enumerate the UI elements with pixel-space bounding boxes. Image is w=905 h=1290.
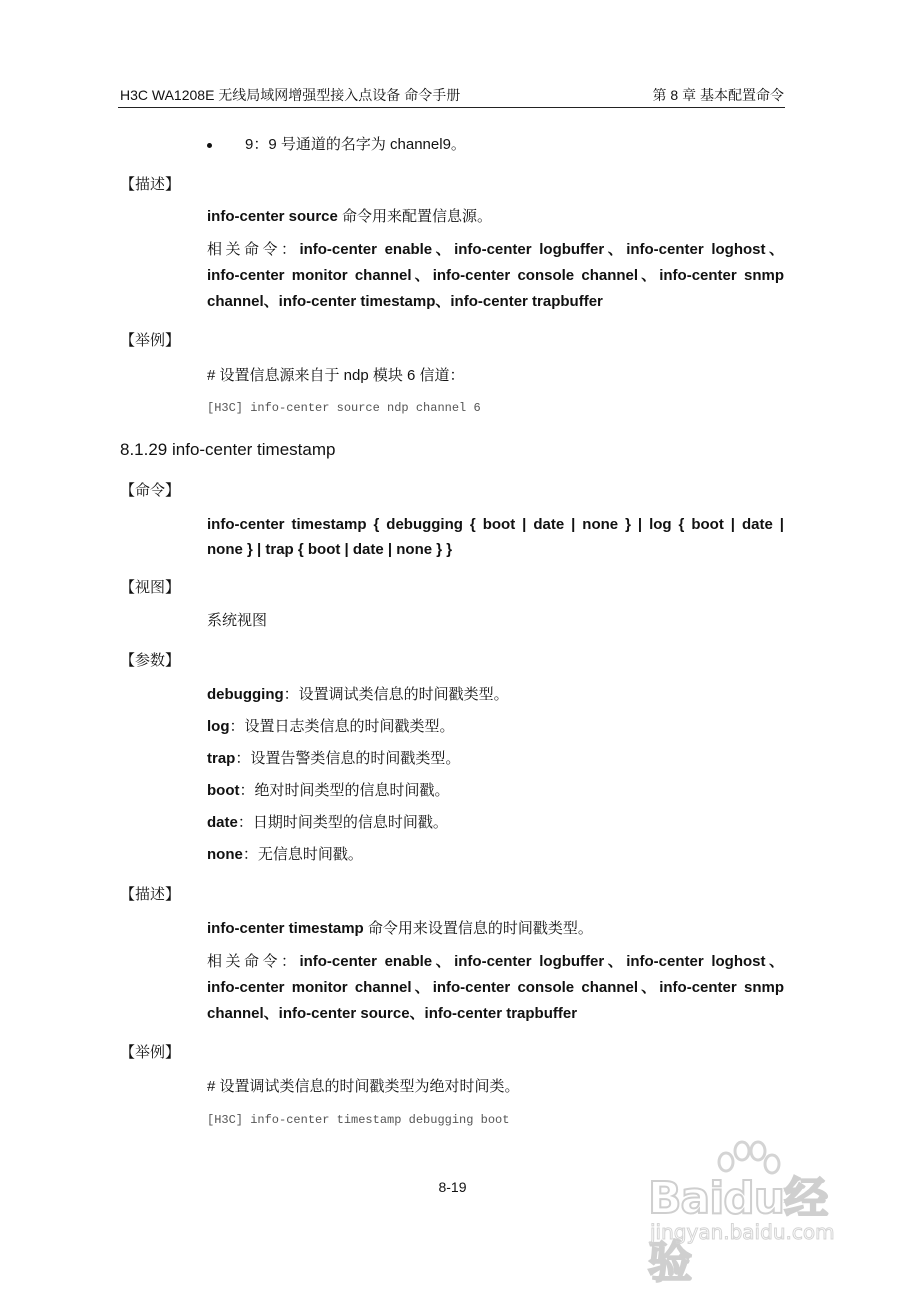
section-label-example: 【举例】 <box>120 1044 181 1061</box>
bullet-item-channel9: 9：9 号通道的名字为 channel9。 <box>245 136 466 153</box>
related-prefix: 相关命令： <box>207 953 300 970</box>
related-commands: channel、info-center timestamp、info-center trapbuffer <box>207 293 603 310</box>
section-heading: 8.1.29 info-center timestamp <box>120 440 336 459</box>
command-syntax-line-1 <box>207 515 784 535</box>
related-prefix: 相关命令： <box>207 241 300 258</box>
param-name: log <box>207 718 230 735</box>
param-item <box>207 781 450 801</box>
view-text: 系统视图 <box>207 612 268 629</box>
param-item <box>207 845 363 865</box>
param-name: none <box>207 846 243 863</box>
related-commands-line-2 <box>207 266 784 286</box>
param-item <box>207 717 455 737</box>
related-commands-line-3 <box>207 292 603 312</box>
param-desc: ：日期时间类型的信息时间戳。 <box>237 814 448 831</box>
page-number: 8-19 <box>438 1179 467 1195</box>
header-chapter: 第 8 章 基本配置命令 <box>652 87 784 103</box>
bullet-icon <box>207 143 212 148</box>
param-name: boot <box>207 782 240 799</box>
param-desc: ：设置告警类信息的时间戳类型。 <box>235 750 461 767</box>
command-name: info-center timestamp <box>207 920 364 937</box>
related-commands-line-2 <box>207 978 784 998</box>
param-item <box>207 813 448 833</box>
related-commands-line-1 <box>207 952 784 972</box>
description-line <box>207 919 593 939</box>
related-commands-line-1 <box>207 240 784 260</box>
param-name: date <box>207 814 238 831</box>
example-code: [H3C] info-center source ndp channel 6 <box>207 401 481 415</box>
param-name: trap <box>207 750 236 767</box>
related-commands: info-center enable、info-center logbuffer、info-center loghost、 <box>299 953 784 970</box>
command-name: info-center source <box>207 208 338 225</box>
param-name: debugging <box>207 686 284 703</box>
related-commands: info-center monitor channel、info-center console channel、info-center snmp <box>207 267 784 284</box>
description-text: 命令用来设置信息的时间戳类型。 <box>363 920 593 937</box>
header-divider <box>118 107 785 108</box>
related-commands-line-3 <box>207 1004 577 1024</box>
section-label-example: 【举例】 <box>120 332 181 349</box>
param-item <box>207 685 509 705</box>
param-desc: ：设置调试类信息的时间戳类型。 <box>283 686 509 703</box>
param-desc: ：设置日志类信息的时间戳类型。 <box>229 718 455 735</box>
description-text: 命令用来配置信息源。 <box>337 208 493 225</box>
command-syntax-line-2 <box>207 540 452 560</box>
related-commands: info-center monitor channel、info-center console channel、info-center snmp <box>207 979 784 996</box>
watermark-logo: Baidu经验 <box>648 1173 828 1288</box>
watermark-url: jingyan.baidu.com <box>650 1220 835 1244</box>
section-label-view: 【视图】 <box>120 579 181 596</box>
description-line <box>207 207 492 227</box>
section-label-command: 【命令】 <box>120 482 181 499</box>
example-text: # 设置调试类信息的时间戳类型为绝对时间类。 <box>207 1078 520 1095</box>
command-syntax: info-center timestamp { debugging { boot | date | none } | log { boot | date | <box>207 516 784 533</box>
param-desc: ：绝对时间类型的信息时间戳。 <box>239 782 450 799</box>
section-label-parameters: 【参数】 <box>120 652 181 669</box>
baidu-watermark <box>620 1140 870 1288</box>
section-label-description: 【描述】 <box>120 176 181 193</box>
param-desc: ：无信息时间戳。 <box>242 846 363 863</box>
command-syntax: none } | trap { boot | date | none } } <box>207 541 453 558</box>
example-text: # 设置信息源来自于 ndp 模块 6 信道： <box>207 367 465 384</box>
related-commands: info-center enable、info-center logbuffer、info-center loghost、 <box>299 241 784 258</box>
related-commands: channel、info-center source、info-center trapbuffer <box>207 1005 578 1022</box>
header-title: H3C WA1208E 无线局域网增强型接入点设备 命令手册 <box>120 87 461 103</box>
example-code: [H3C] info-center timestamp debugging boot <box>207 1113 510 1127</box>
section-label-description: 【描述】 <box>120 886 181 903</box>
param-item <box>207 749 460 769</box>
